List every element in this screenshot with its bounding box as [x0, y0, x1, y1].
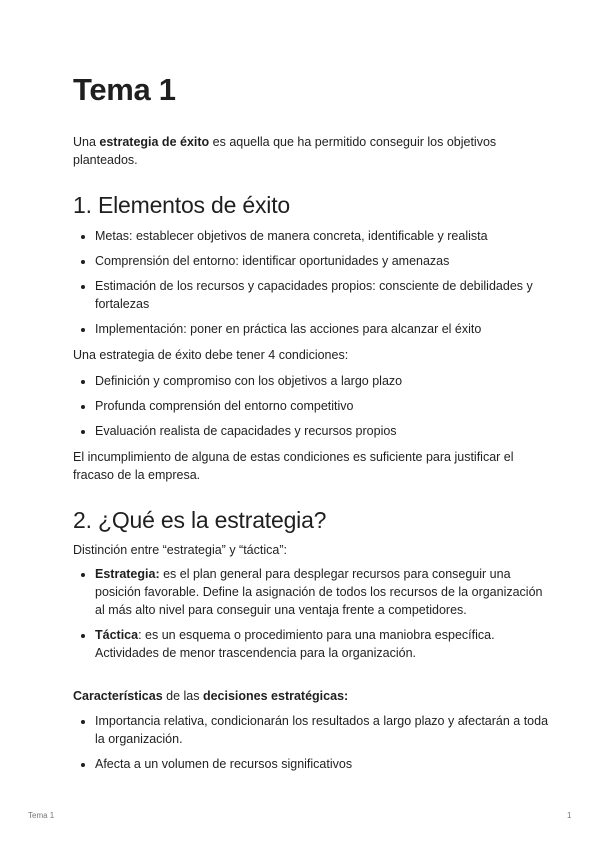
intro-text-post: es aquella que ha permitido conseguir los objetivos planteados.: [73, 135, 497, 167]
decisions-bold: decisiones estratégicas:: [202, 689, 349, 703]
section-1-heading: 1. Elementos de éxito: [73, 192, 290, 218]
conditions-list: [73, 372, 555, 440]
characteristics-list: [73, 712, 555, 773]
intro-bold-term: estrategia de éxito: [99, 135, 210, 149]
intro-text-pre: Una: [73, 135, 100, 149]
definition-text: : es un esquema o procedimiento para una maniobra específica. Actividades de menor trascendencia para la organización.: [95, 628, 495, 660]
definition-term: Estrategia:: [95, 567, 160, 581]
page-title: Tema 1: [73, 72, 176, 107]
characteristics-bold: Características: [73, 689, 163, 703]
list-item: • Evaluación realista de capacidades y recursos propios: [95, 422, 555, 440]
list-item: • Implementación: poner en práctica las acciones para alcanzar el éxito: [95, 320, 555, 338]
closing-paragraph: El incumplimiento de alguna de estas condiciones es suficiente para justificar el fracaso de la empresa.: [73, 450, 514, 482]
list-item: • Estimación de los recursos y capacidades propios: consciente de debilidades y fortalezas: [95, 277, 555, 313]
definition-text: es el plan general para desplegar recursos para conseguir una posición favorable. Define la asignación de todos los recursos de la organización al más alto nivel para conseguir una ventaja frente a competidores.: [95, 567, 543, 617]
definitions-list: [73, 565, 555, 662]
list-item: • Importancia relativa, condicionarán los resultados a largo plazo y afectarán a toda la organización.: [95, 712, 555, 748]
list-item: • Afecta a un volumen de recursos significativos: [95, 755, 555, 773]
intro-paragraph: [73, 133, 533, 169]
list-item: • Metas: establecer objetivos de manera concreta, identificable y realista: [95, 227, 555, 245]
definition-item-tactica: [95, 626, 555, 662]
list-item: • Profunda comprensión del entorno competitivo: [95, 397, 555, 415]
definition-term: Táctica: [95, 628, 139, 642]
definition-item-estrategia: [95, 565, 555, 619]
characteristics-text: de las: [162, 689, 203, 703]
list-item: • Comprensión del entorno: identificar oportunidades y amenazas: [95, 252, 555, 270]
elements-list: [73, 227, 555, 338]
footer-page-number: 1: [567, 811, 572, 820]
section-2-heading: 2. ¿Qué es la estrategia?: [73, 507, 327, 533]
footer-title: Tema 1: [28, 811, 55, 820]
conditions-intro: Una estrategia de éxito debe tener 4 condiciones:: [73, 348, 349, 362]
distinction-paragraph: Distinción entre “estrategia” y “táctica”:: [73, 543, 287, 557]
characteristics-heading: [73, 687, 533, 705]
list-item: • Definición y compromiso con los objetivos a largo plazo: [95, 372, 555, 390]
